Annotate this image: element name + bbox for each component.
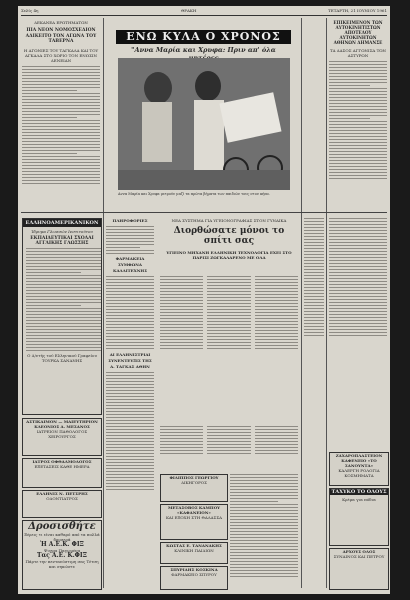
ad-title: ΖΑΧΑΡΟΠΛΑΣΤΕΙΟΝ ΚΑΦΕΝΕΙΟ «ΤΟ ΣΑΝΟΥΝΤΑ» [335, 453, 383, 468]
ad-box [160, 542, 228, 564]
drink-ad-brand: Ἡ Α.Ε.Κ. ΦΙΞ [40, 541, 84, 548]
listings-body [106, 372, 154, 490]
article-headline: Διορθώσατε μόνοι το σπίτι σας [173, 226, 285, 246]
ad-title: ΣΠΥΡΙΔΗΣ ΚΟΣΚΙΝΑ [170, 567, 218, 572]
article-subhead: ΥΓΙΕΙΝΟ ΜΗΧΑΝΗ ΕΛΛΗΝΙΚΗ ΤΕΧΝΟΛΟΓΙΑ ΕΧΕΙ ΣΤΟ ΠΑΡΙΣΙ ΖΩΓΚΑΛΑΡΕΝΟ ΜΕ ΟΛΑ [166, 250, 292, 260]
ad-title: ΦΙΛΙΠΠΟΣ ΓΕΩΡΓΙΟΥ [169, 475, 219, 480]
center-right-text [230, 474, 298, 588]
right-top-article [329, 20, 387, 210]
institute-name: Ίδρυμα Γλωσσών Ινστιτούτου [31, 229, 93, 234]
feature-subtitle: "Αννα Μαρία και Χρυφα: Πριν απ' όλα [131, 46, 276, 54]
institute-school: ΕΚΠΑΙΔΕΥΤΙΚΑΙ ΣΧΟΛΑΙ ΑΓΓΛΙΚΗΣ ΓΛΩΣΣΗΣ [30, 236, 94, 246]
article-headline: ΕΠΙΚΕΙΜΕΝΟΝ ΤΩΝ ΑΥΤΟΚΙΝΗΤΙΣΤΩΝ ΑΠΟΤΕΛΟΥ ΑΥΤΟΚΙΝΗΤΩΝ ΑΘΗΝΩΝ ΔΗΜΑΝΣΕ [333, 20, 383, 45]
left-top-article [22, 20, 100, 210]
header-rule [21, 15, 387, 16]
listings-head: ΠΛΗΡΟΦΟΡΙΕΣ [112, 218, 148, 223]
ad-box [22, 418, 102, 456]
drink-ad-title: Δροσισθήτε [28, 521, 96, 532]
center-article-body [160, 276, 298, 426]
center-lower-text [160, 426, 298, 470]
institute-banner: ΕΛΛΗΝΟΑΜΕΡΙΚΑΝΙΚΟΝ [23, 219, 101, 227]
ad-title: ΜΕΤΑΣΟΒΟΣ ΚΑΜΠΟΥ «ΚΑΦΑΝΕΙΟΝ» [167, 505, 221, 515]
ad-box [160, 504, 228, 540]
ad-title: ΑΡΧΟΥΣ ΟΛΟΣ [342, 549, 376, 554]
feature-photo [118, 58, 290, 190]
ad-title: ΤΑΧΥΚΟ ΤΟ ΟΛΟΥΣ [331, 489, 387, 495]
photo-illustration [118, 58, 290, 190]
article-body [22, 66, 100, 184]
ad-box [329, 452, 389, 486]
article-subhead: Η ΑΓΩΝΙΕΣ ΤΟΥ ΤΑΓΚΑΛΑ ΚΑΙ ΤΟΥ ΑΓΚΑΛΑ ΣΤΟ ΧΩΡΙΟ ΤΟΝ ΕΝΩΣΙΝ ΔΕΝΕΙΑΝ [23, 47, 99, 63]
ad-title: ΑΣΤΙΚΑΙΜΟΝ — ΜΑΙΕΥΤΗΡΙΟΝ ΚΛΕΟΝΙΟΣ Α. ΜΕΣΑΝΟΣ [26, 419, 98, 429]
column-rule [103, 18, 104, 588]
drink-ad [22, 520, 102, 590]
ad-box [22, 458, 102, 488]
ad-box [22, 490, 102, 518]
section-rule [21, 212, 387, 213]
drink-ad-line: Πάρτε την πεντανόστιμη σας Τέτση και σηκώστε [25, 559, 99, 569]
ad-box [160, 474, 228, 502]
listings-head: ΦΑΡΜΑΚΕΙΑ ΣΥΜΦΩΝΑ ΚΑΛΛΙΤΕΧΝΗΣ [112, 256, 148, 273]
ad-title: ΕΛΛΗΝΙΣ Ν. ΠΕΤΣΡΗΣ [36, 491, 88, 496]
narrow-column [304, 218, 324, 588]
right-mid-text [329, 218, 387, 448]
article-kicker: ΝΕΑ ΣΥΣΤΗΜΑ ΓΙΑ ΥΓΕΙΟΝΟΓΡΑΦΙΑΣ ΣΤΟΝ ΓΥΝΑΙΚΑ [171, 218, 287, 223]
article-body [329, 61, 387, 179]
column-rule [326, 18, 327, 588]
paper-name: ΘΡΑΚΗ [181, 8, 197, 13]
ad-body: Κρέμα για πόδια [342, 497, 376, 502]
article-headline: ΠΙΑ ΝΕΟΝ ΝΟΜΟΣΧΕΔΙΟΝ ΑΔΙΚΕΙΤΟ ΤΟΝ ΑΓΩΝΑ ΤΟΥ ΤΑΒΕΡΝΑ [25, 28, 97, 44]
ad-title: ΚΩΣΤΑΣ Ε. ΤΑΝΑΝΑΚΗΣ [166, 543, 222, 548]
listings-head: ΑΙ ΕΛΛΗΝΙΣΤΡΙΑΙ ΣΥΝΕΝΤΕΥΞΙΣ ΤΗΣ Α. ΤΑΓΚΑΣ ΑΘΗΝ [108, 352, 152, 369]
feature-caption: Αννα Μαρία και Χρυφα μετρούν μαζί τα πρώτα βήματα των παιδιών τους στον κήπο. [118, 192, 270, 196]
page-number: Σελίς 4η [21, 8, 39, 13]
ad-box [329, 488, 389, 546]
institute-ad [22, 218, 102, 415]
newspaper-page [18, 6, 390, 594]
institute-footer: Ο Δ/ντής τού Ελληνικού Γραφείου ΤΟΥΡΚΑ ΣΑΝΑΝΗΣ [27, 353, 97, 363]
listings-body [106, 226, 154, 254]
ad-body: ΕΞΕΤΑΣΕΙΣ ΚΑΘΕ ΗΜΕΡΑ [34, 464, 90, 469]
ad-box [160, 566, 228, 590]
ad-body: ΙΑΤΡΕΙΟΝ ΠΑΘΟΛΟΓΟΣ ΧΕΙΡΟΥΡΓΟΣ [36, 429, 88, 439]
ad-body: ΔΙΚΗΓΟΡΟΣ [181, 480, 207, 485]
ad-title: ΙΑΤΡΟΣ ΟΦΘΑΛΜΟΛΟΓΟΣ [32, 459, 92, 464]
listings-column [106, 218, 154, 588]
institute-body [23, 248, 102, 351]
ad-body: ΣΥΝΑΙΝΟΣ ΚΑΙ ΠΕΤΡΟΥ [333, 554, 385, 559]
article-kicker: ΔΕΚΑΝΕΑ ΕΡΩΤΗΜΑΤΩΝ [34, 20, 88, 25]
column-rule [301, 18, 302, 588]
ad-body: ΚΑΛΕΡΓΗ ΡΟΛΟΓΙΑ ΚΟΣΜΗΜΑΤΑ [338, 468, 380, 478]
issue-date: ΤΕΤΑΡΤΗ, 21 ΙΟΥΝΙΟΥ 1961 [328, 8, 387, 13]
drink-ad-line: Ξέρεις τι είναι καθαρό από τα πολλά δροσερά [24, 532, 100, 542]
ad-body: ΟΔΟΝΤΙΑΤΡΟΣ [46, 496, 78, 501]
center-article-head [160, 218, 298, 278]
article-subhead: ΤΑ ΔΑΣΟΣ ΑΓΓΩΝΙΣΑ ΤΩΝ ΑΣΤΥΡΩΝ [329, 48, 387, 58]
drink-ad-line: Ψυχρα Παγωμένα [43, 548, 81, 553]
feature-title: ΕΝΩ ΚΥΛΑ Ο ΧΡΟΝΟΣ [116, 30, 291, 44]
ad-box [329, 548, 389, 590]
ad-body: ΚΑΙ ΕΞΟΧΗ ΣΤΗ ΘΑΛΑΣΣΑ [165, 515, 223, 520]
ad-body: ΚΛΙΝΙΚΗ ΠΑΙΔΙΩΝ [174, 548, 214, 553]
ad-body: ΦΑΡΜΑΚΕΙΟ ΣΠΥΡΟΥ [171, 572, 217, 577]
listings-body [106, 276, 154, 349]
drink-ad-brand: Τας Α.Ε. Κ.ΦΙΞ [37, 552, 87, 559]
